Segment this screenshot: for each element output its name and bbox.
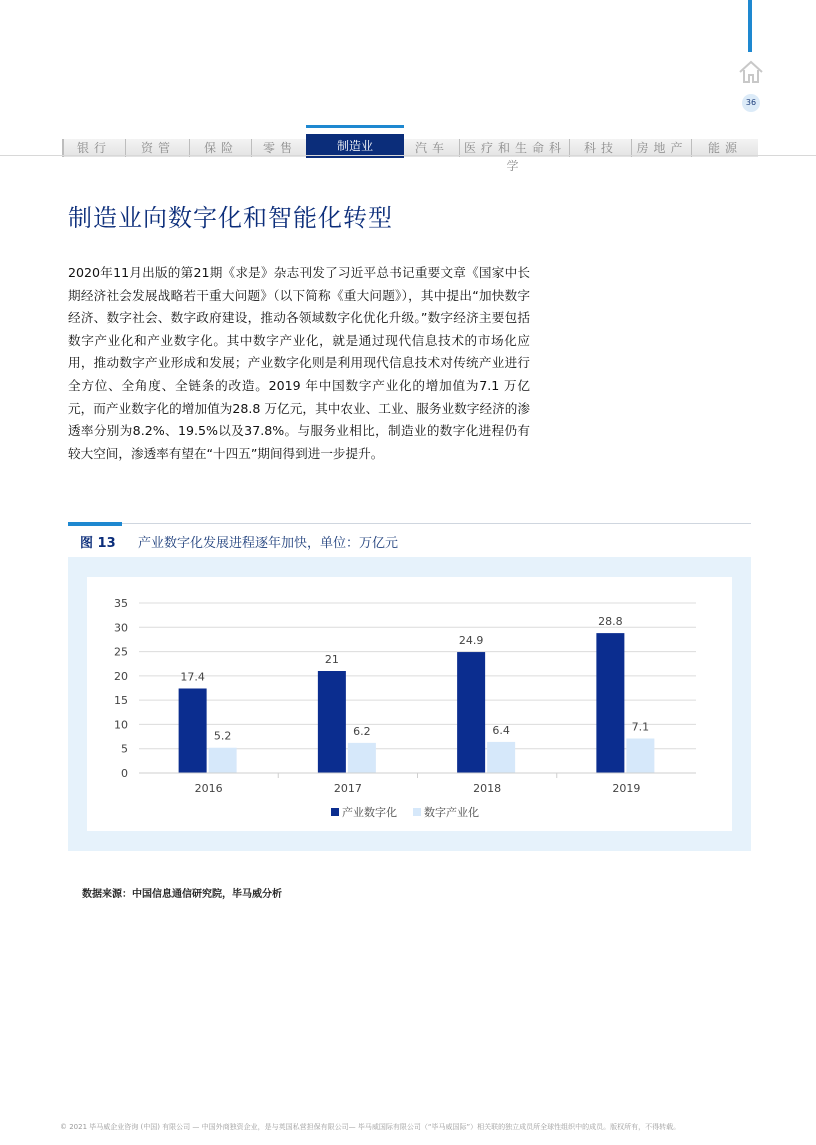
- page-number: 36: [742, 94, 760, 112]
- y-tick-label: 35: [114, 597, 128, 610]
- page-title: 制造业向数字化和智能化转型: [68, 204, 393, 232]
- tab-6[interactable]: 医疗和生命科学: [460, 139, 570, 157]
- y-tick-label: 20: [114, 669, 128, 683]
- legend-label: 数字产业化: [424, 806, 479, 819]
- x-tick-label: 2018: [473, 782, 502, 795]
- tab-8[interactable]: 房地产: [632, 139, 692, 157]
- data-label: 6.4: [492, 723, 510, 737]
- home-icon[interactable]: [737, 58, 765, 86]
- tab-9[interactable]: 能源: [692, 139, 758, 157]
- x-tick-label: 2016: [194, 782, 223, 795]
- tab-5[interactable]: 汽车: [404, 139, 460, 157]
- bar-industry-digitization: [596, 633, 624, 773]
- data-label: 28.8: [598, 615, 623, 629]
- y-tick-label: 5: [121, 742, 128, 756]
- data-label: 21: [324, 653, 339, 666]
- data-label: 7.1: [631, 720, 650, 734]
- bar-chart: [87, 577, 732, 831]
- figure-divider: [68, 523, 751, 524]
- figure-caption: 产业数字化发展进程逐年加快，单位：万亿元: [138, 536, 399, 551]
- data-label: 17.4: [180, 670, 205, 684]
- tab-1[interactable]: 资管: [126, 139, 190, 157]
- y-tick-label: 0: [121, 767, 128, 780]
- bar-digital-industrialization: [487, 742, 515, 773]
- legend-swatch: [331, 808, 339, 816]
- section-tabs: [0, 128, 816, 173]
- copyright-footer: © 2021 毕马威企业咨询 (中国) 有限公司 — 中国外商独资企业，是与英国私营担保有限公司— 毕马威国际有限公司（“毕马威国际”）相关联的独立成员所全球性组织中的成员。版权所有，不得转载。: [60, 1123, 681, 1131]
- y-tick-label: 25: [114, 645, 128, 659]
- bar-industry-digitization: [179, 688, 207, 773]
- tab-4[interactable]: 制造业: [306, 134, 404, 158]
- x-tick-label: 2017: [333, 782, 362, 795]
- figure-label: 图 13: [80, 536, 116, 551]
- bar-industry-digitization: [457, 652, 485, 773]
- top-accent-bar: [748, 0, 752, 52]
- data-label: 5.2: [213, 729, 232, 743]
- legend-swatch: [413, 808, 421, 816]
- tab-7[interactable]: 科技: [570, 139, 632, 157]
- bar-industry-digitization: [318, 671, 346, 773]
- data-source: 数据来源：中国信息通信研究院，毕马威分析: [82, 889, 282, 900]
- tab-3[interactable]: 零售: [252, 139, 308, 157]
- tab-0[interactable]: 银行: [62, 139, 126, 157]
- body-paragraph: 2020年11月出版的第21期《求是》杂志刊发了习近平总书记重要文章《国家中长期经济社会发展战略若干重大问题》（以下简称《重大问题》），其中提出“加快数字经济、数字社会、数字政府建设，推动各领域数字化优化升级。”数字经济主要包括数字产业化和产业数字化。其中数字产业化，就是通过现代信息技术的市场化应用，推动数字产业形成和发展；产业数字化则是利用现代信息技术对传统产业进行全方位、全角度、全链条的改造。2019 年中国数字产业化的增加值为7.1 万亿元，而产业数字化的增加值为28.8 万亿元，其中农业、工业、服务业数字经济的渗透率分别为8.2%、19.5%以及37.8%。与服务业相比，制造业的数字化进程仍有较大空间，渗透率有望在“十四五”期间得到进一步提升。: [68, 265, 530, 461]
- tabs-baseline: [0, 155, 816, 156]
- y-tick-label: 10: [114, 718, 128, 732]
- y-tick-label: 15: [114, 694, 128, 708]
- data-label: 24.9: [458, 634, 484, 648]
- data-label: 6.2: [353, 724, 371, 738]
- bar-digital-industrialization: [348, 743, 376, 773]
- tab-2[interactable]: 保险: [190, 139, 252, 157]
- legend-label: 产业数字化: [342, 806, 397, 819]
- y-tick-label: 30: [114, 621, 128, 635]
- figure-accent: [68, 522, 122, 526]
- bar-digital-industrialization: [209, 748, 237, 773]
- bar-digital-industrialization: [626, 739, 654, 773]
- x-tick-label: 2019: [612, 782, 641, 795]
